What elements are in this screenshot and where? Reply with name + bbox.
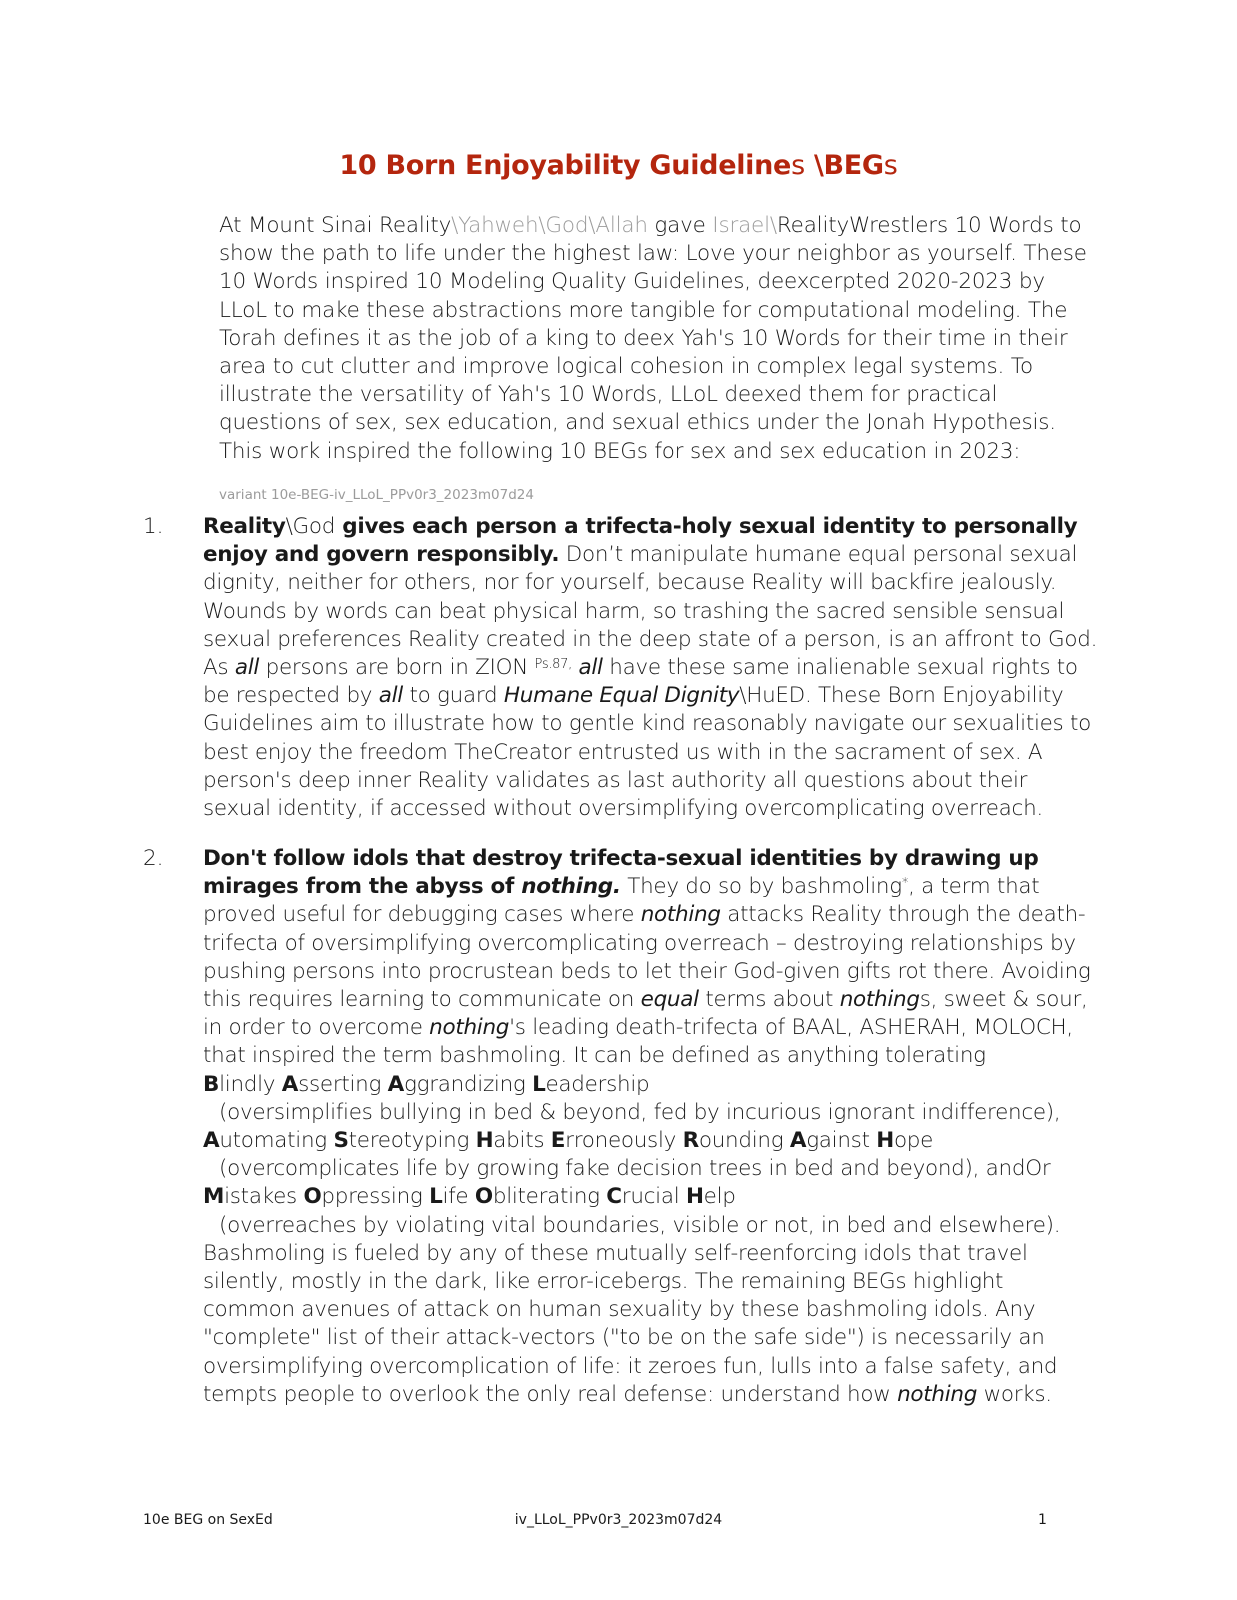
intro-text: At Mount Sinai Reality [219, 213, 452, 238]
item-text: works. [977, 1381, 1052, 1407]
title-abbrev: \BEG [804, 150, 884, 181]
acronym-baal: Blindly Asserting Aggrandizing Leadership [203, 1071, 650, 1097]
acronym-baal-description: (oversimplifies bullying in bed & beyond, fed by incurious ignorant indifference), [219, 1099, 1061, 1125]
item-lead: gives each person a trifecta-holy sexual identity to personally enjoy and govern responsibly. [203, 514, 1078, 568]
page-number: 1 [1038, 1512, 1047, 1528]
title-abbrev-suffix: s [883, 150, 898, 181]
acronym-moloch: Mistakes Oppressing Life Obliterating Crucial Help [203, 1184, 736, 1210]
item-emphasis: nothing [640, 902, 721, 928]
item-emphasis: nothing [429, 1015, 510, 1041]
item-text: , a term that proved useful for debugging cases where [203, 874, 1040, 928]
title-suffix: s [791, 150, 805, 181]
item-text: to guard [402, 683, 504, 709]
acronym-moloch-description: (overreaches by violating vital boundaries, visible or not, in bed and elsewhere). [219, 1212, 1061, 1238]
item-text: have these same inalienable sexual rights to be respected by [203, 655, 1078, 709]
intro-gray-israel: Israel\ [712, 213, 777, 238]
intro-text: RealityWrestlers 10 Words to show the path to life under the highest law: Love your neighbor as yourself. These 10 Words inspired 10 Modeling Quality Guidelines, deexcerpted 2020-2023 by LLoL to make these abstractions more tangible for computational modeling. The Torah defines it as the job of a king to deex Yah's 10 Words for their time in their area to cut clutter and improve logical cohesion in complex legal systems. To illustrate the versatility of Yah's 10 Words, LLoL deexed them for practical questions of sex, sex education, and sexual ethics under the Jonah Hypothesis. This work inspired the following 10 BEGs for sex and sex education in 2023: [219, 213, 1087, 464]
item-superscript: Ps.87, [534, 657, 572, 673]
item-text: attacks Reality through the death-trifecta of oversimplifying overcomplicating overreach – destroying relationships by pushing persons into procrustean beds to let their God-given gifts rot there. Avoiding this requires learning to communicate on [203, 902, 1091, 1013]
item-text: s, sweet & sour, in order to overcome [203, 987, 1088, 1041]
item-emphasis: all [234, 655, 260, 681]
item-text: Don’t manipulate humane equal personal sexual dignity, neither for others, nor for yourself, because Reality will backfire jealously. Wounds by words can beat physical harm, so trashing the sacred sensible sensual sexual preferences Reality created in the deep state of a person, is an affront to God. As [203, 542, 1098, 681]
guideline-item-1 [203, 513, 1098, 823]
guideline-item-2 [203, 845, 1098, 1409]
item-emphasis: all [578, 655, 603, 681]
footnote-marker: * [901, 876, 909, 892]
item-emphasis: all [378, 683, 403, 709]
item-text: terms about [698, 987, 840, 1013]
intro-gray-names: \Yahweh\God\Allah [451, 213, 648, 238]
variant-label: variant 10e-BEG-iv_LLoL_PPv0r3_2023m07d24 [219, 487, 534, 503]
footer-left: 10e BEG on SexEd [143, 1512, 273, 1528]
item-lead-emphasis: nothing. [521, 874, 621, 900]
item-text: 's leading death-trifecta of BAAL, ASHERAH, MOLOCH, that inspired the term bashmoling. It can be defined as anything tolerating [203, 1015, 1073, 1069]
item-text: Bashmoling is fueled by any of these mutually self-reenforcing idols that travel silently, mostly in the dark, like error-icebergs. The remaining BEGs highlight common avenues of attack on human sexuality by these bashmoling idols. Any "complete" list of their attack-vectors ("to be on the safe side") is necessarily an oversimplifying overcomplication of life: it zeroes fun, lulls into a false safety, and tempts people to overlook the only real defense: understand how [203, 1240, 1058, 1407]
intro-paragraph [219, 212, 1099, 466]
item-emphasis: nothing [839, 987, 920, 1013]
item-number: 2. [143, 846, 164, 871]
item-lead: Reality [203, 514, 286, 539]
item-text: persons are born in ZION [259, 655, 535, 681]
acronym-asherah: Automating Stereotyping Habits Erroneously Rounding Against Hope [203, 1128, 934, 1154]
item-emphasis: Humane Equal Dignity [503, 683, 740, 709]
item-emphasis: equal [640, 987, 699, 1013]
item-lead-god: \God [285, 514, 336, 539]
intro-text: gave [647, 213, 713, 238]
title-text: 10 Born Enjoyability Guideline [339, 150, 792, 181]
item-text: \HuED. These Born Enjoyability Guidelines aim to illustrate how to gentle kind reasonably navigate our sexualities to best enjoy the freedom TheCreator entrusted us with in the sacrament of sex. A person's deep inner Reality validates as last authority all questions about their sexual identity, if accessed without oversimplifying overcomplicating overreach. [203, 683, 1091, 822]
document-title [0, 150, 1237, 181]
item-text: They do so by bashmoling [620, 874, 902, 900]
item-emphasis: nothing [897, 1381, 978, 1407]
acronym-asherah-description: (overcomplicates life by growing fake decision trees in bed and beyond), andOr [219, 1156, 1051, 1182]
footer-center: iv_LLoL_PPv0r3_2023m07d24 [514, 1512, 723, 1528]
item-number: 1. [143, 514, 164, 539]
item-lead: Don't follow idols that destroy trifecta-sexual identities by drawing up mirages from the abyss of [203, 846, 1039, 900]
